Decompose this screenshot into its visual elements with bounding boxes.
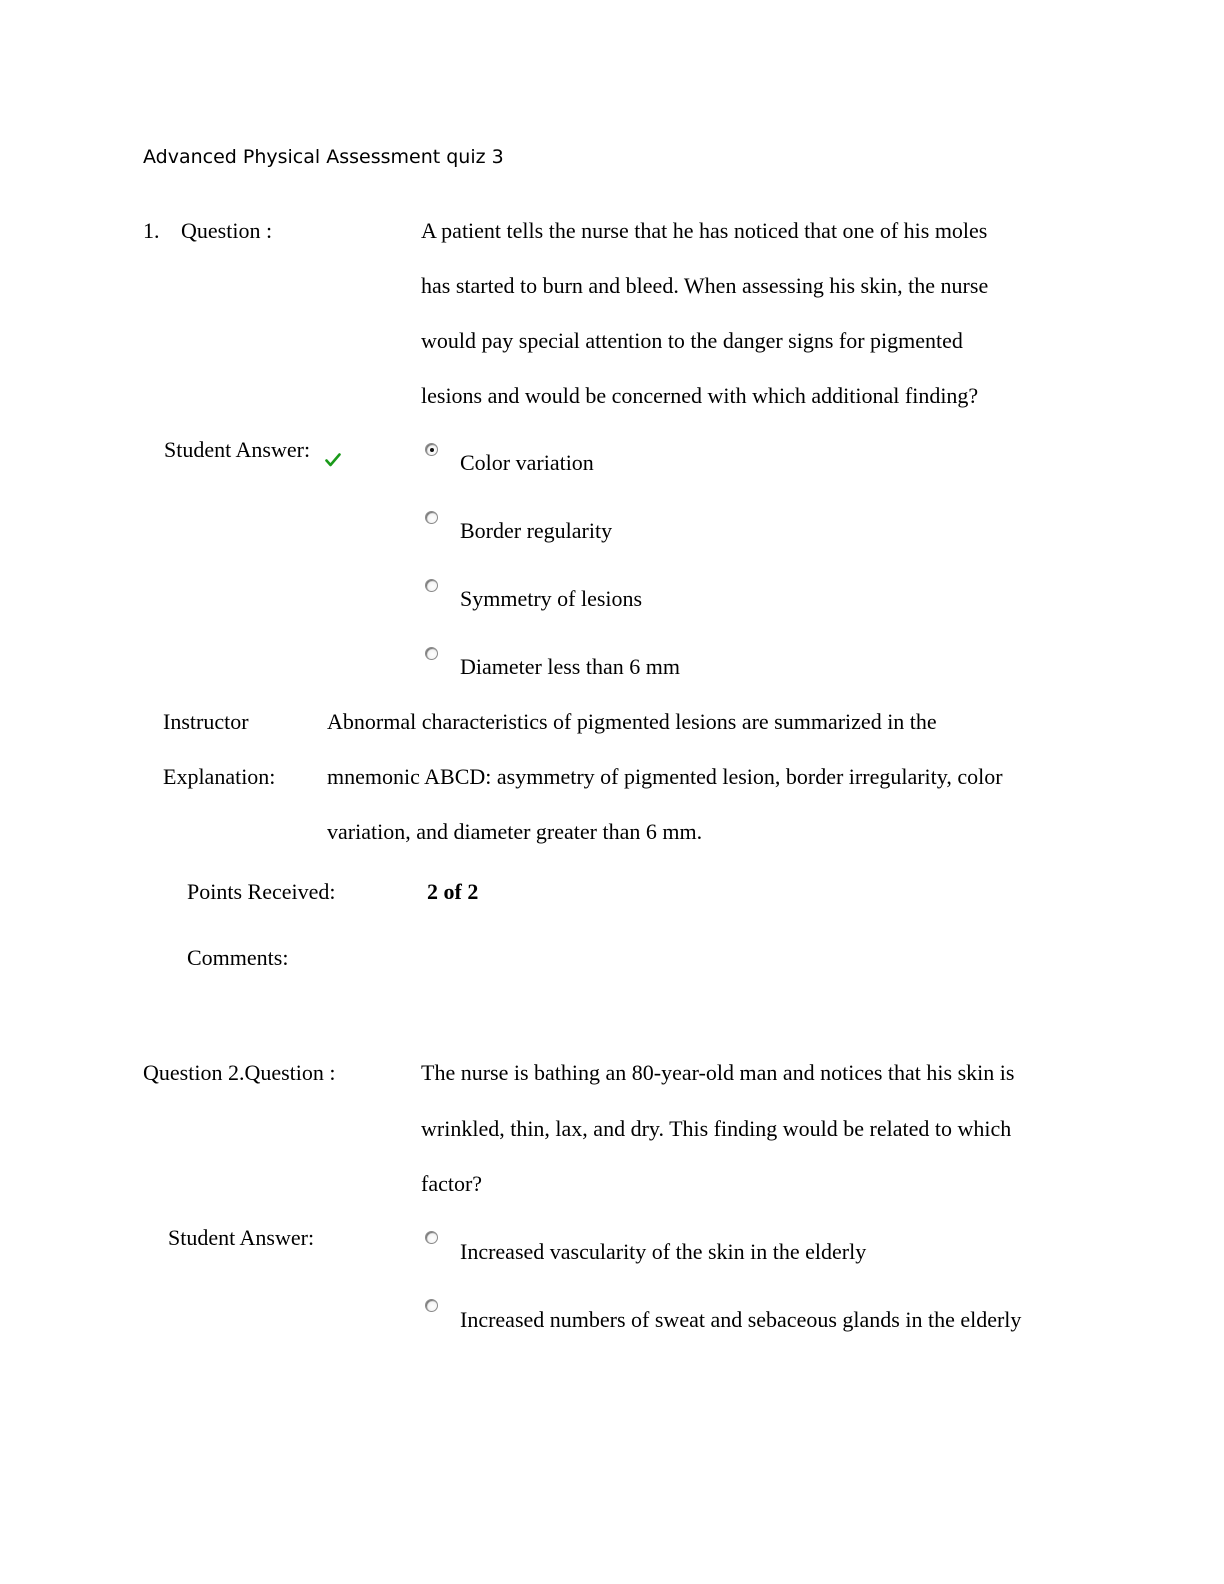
answer-radio-selected[interactable] bbox=[425, 443, 438, 456]
answer-option: Symmetry of lesions bbox=[460, 586, 643, 611]
checkmark-icon bbox=[325, 453, 341, 467]
comments-label: Comments: bbox=[187, 945, 289, 970]
question-text-line: wrinkled, thin, lax, and dry. This finding would be related to which bbox=[421, 1116, 1012, 1141]
points-label: Points Received: bbox=[187, 879, 336, 904]
answer-option: Increased numbers of sweat and sebaceous glands in the elderly bbox=[460, 1307, 1022, 1332]
answer-option: Increased vascularity of the skin in the elderly bbox=[460, 1239, 867, 1264]
question-text-line: A patient tells the nurse that he has noticed that one of his moles bbox=[421, 218, 988, 243]
question-text-line: has started to burn and bleed. When assessing his skin, the nurse bbox=[421, 273, 989, 298]
explanation-text-line: variation, and diameter greater than 6 mm. bbox=[327, 819, 703, 844]
answer-radio[interactable] bbox=[425, 511, 438, 524]
answer-radio[interactable] bbox=[425, 579, 438, 592]
explanation-label: Explanation: bbox=[163, 764, 276, 789]
explanation-text-line: mnemonic ABCD: asymmetry of pigmented lesion, border irregularity, color bbox=[327, 764, 1003, 789]
answer-option: Border regularity bbox=[460, 518, 613, 543]
explanation-label: Instructor bbox=[163, 709, 249, 734]
student-answer-label: Student Answer: bbox=[164, 437, 311, 462]
question-text-line: lesions and would be concerned with which additional finding? bbox=[421, 383, 979, 408]
question-text-line: factor? bbox=[421, 1171, 483, 1196]
explanation-text-line: Abnormal characteristics of pigmented lesions are summarized in the bbox=[327, 709, 937, 734]
document-title: Advanced Physical Assessment quiz 3 bbox=[143, 146, 504, 168]
question-number: 1. bbox=[143, 218, 160, 243]
answer-option: Diameter less than 6 mm bbox=[460, 654, 680, 679]
points-value: 2 of 2 bbox=[427, 879, 479, 904]
answer-option: Color variation bbox=[460, 450, 594, 475]
answer-radio[interactable] bbox=[425, 1299, 438, 1312]
question-label: Question 2.Question : bbox=[143, 1060, 336, 1085]
answer-radio[interactable] bbox=[425, 1231, 438, 1244]
question-label: Question : bbox=[181, 218, 273, 243]
question-text-line: The nurse is bathing an 80-year-old man and notices that his skin is bbox=[421, 1060, 1015, 1085]
student-answer-label: Student Answer: bbox=[168, 1225, 315, 1250]
answer-radio[interactable] bbox=[425, 647, 438, 660]
question-text-line: would pay special attention to the danger signs for pigmented bbox=[421, 328, 963, 353]
